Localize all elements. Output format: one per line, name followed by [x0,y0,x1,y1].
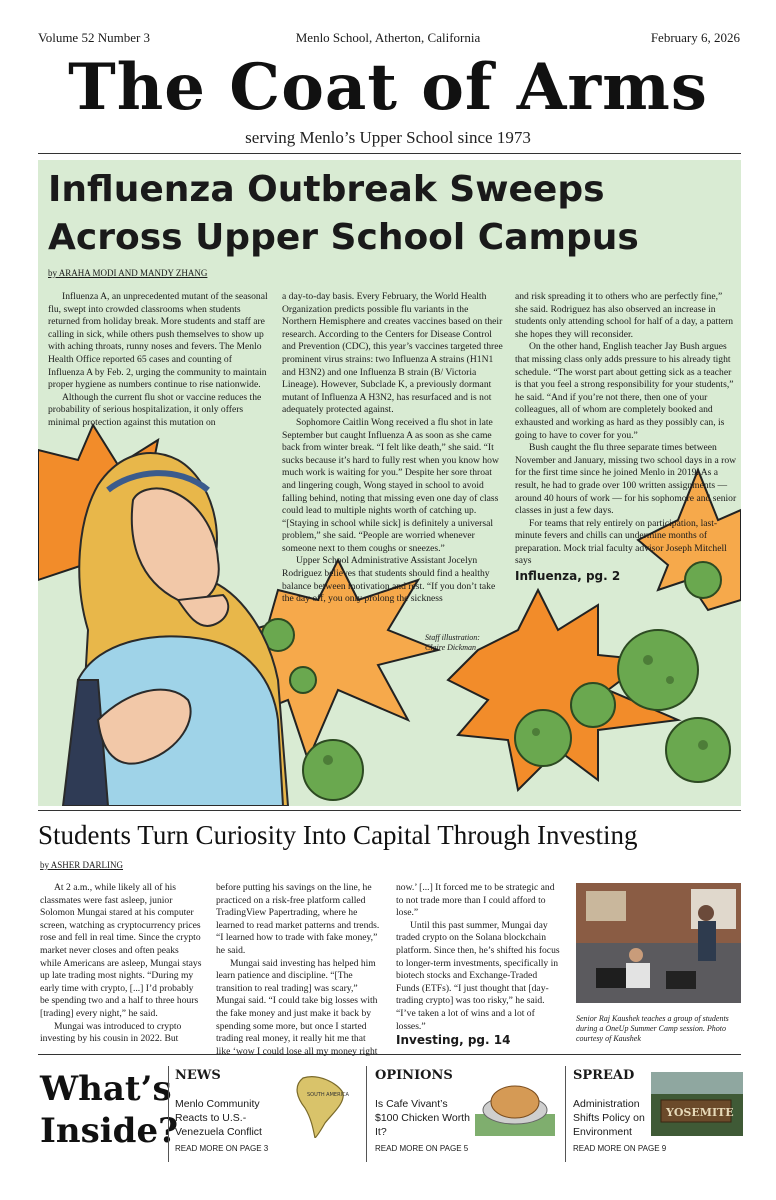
paragraph: before putting his savings on the line, he practiced on a risk-free platform called TradingView Papertrading, where he learned to read market patterns and trends. “I learned how to trade with fake money,” he said. [216,882,380,956]
paragraph: Although the current flu shot or vaccine reduces the probability of serious hospitalization, it only offers minimal protection against this mutation on [48,391,262,428]
classroom-photo [576,883,741,1003]
paragraph: a day-to-day basis. Every February, the World Health Organization predicts possible flu variants in the Northern Hemisphere and creates vaccines based on their research. According to the Centers for Disease Control and Prevention (CDC), this year’s vaccines targeted three prominent virus strains: two Influenza A strains (H1N1 and H3N2) and one Influenza B strain (B/ Victoria Lineage). However, Subclade K, a previously dormant mutant of Influenza A H3N2, has resurfaced and is not adequately protected against. [282,291,503,416]
investing-jump-link[interactable]: Investing, pg. 14 [396,1033,511,1047]
paragraph: Until this past summer, Mungai day traded crypto on the Solana blockchain platform. Since then, he’s shifted his focus to longer-term investments, specifically in biotech stocks and Exchange-Traded Funds (ETFs). “I just thought that [day-trading crypto] was too risky,” he said. “I’ve taken a lot of wins and a lot of losses.” [396,919,560,1032]
issue-date: February 6, 2026 [650,30,740,45]
inside-news[interactable] [175,1068,360,1160]
illustration-credit [425,633,480,653]
lead-column-3 [515,291,737,568]
lead-headline-line-1: Influenza Outbreak Sweeps [48,169,605,210]
whats-inside-title [40,1068,179,1152]
newspaper-title: The Coat of Arms [68,50,708,125]
map-label: SOUTH AMERICA [307,1092,349,1098]
section-divider [38,810,741,811]
investing-byline: by ASHER DARLING [40,860,124,870]
investing-column-1 [40,882,202,1046]
paragraph: At 2 a.m., while likely all of his classmates were fast asleep, junior Solomon Mungai stared at his computer screen, watching as cryptocurrency prices rose and fell in real time. Since the crypto market never closes and often peaks while Americans are asleep, Mungai stays up late trading most nights. “During my early time with crypto, [...] I’d probably be spending two and a half to three hours [trading] every night,” he said. [40,882,202,1019]
lead-headline-line-2: Across Upper School Campus [48,217,639,258]
opinions-teaser: Is Cafe Vivant’s $100 Chicken Worth It? [375,1098,470,1138]
investing-photo-caption: Senior Raj Kaushek teaches a group of students during a OneUp Summer Camp session. Photo courtesy of Kaushek [576,1014,729,1043]
paragraph: Upper School Administrative Assistant Jocelyn Rodriguez believes that students should find a healthy balance between motivation and rest. “If you don’t take the day off, you only prolong the sickness [282,555,496,605]
illustration-credit-label: Staff illustration: [425,633,480,642]
investing-column-2 [216,882,382,1058]
paragraph: On the other hand, English teacher Jay Bush argues that missing class only adds pressure to his already tight schedule. “The worst part about getting sick as a teacher is that you feel a strong responsibility for your students,” he said. “And if you’re not there, then one of your colleagues, all of whom are completely booked and exhausted and working as hard as they possibly can, is going to have to cover for you.” [515,341,734,441]
investing-headline: Students Turn Curiosity Into Capital Through Investing [38,820,638,850]
inside-spread[interactable] [573,1068,745,1160]
bottom-divider [38,1054,741,1055]
paragraph: Sophomore Caitlin Wong received a flu shot in late September but caught Influenza A as soon as she came back from winter break. “I felt like death,” she said. “It sucks because it’s hard to fully rest when you know how much work is waiting for you.” Despite her sore throat and lingering cough, Wong stayed in school to avoid falling behind, noting that missing even one day of class could lead to multiple nights worth of catching up. “[Staying in school while sick] is definitely a universal problem,” she said. “People are worried whenever someone next to them coughs or sneezes.” [282,416,499,554]
lead-column-1 [48,291,270,430]
paragraph: Bush caught the flu three separate times between November and January, missing two school days in a row for the first time since he joined Menlo in 2019. As a result, he had to grade over 100 written assignments — around 40 hours of work — for his sophomore and senior classes in just a few days. [515,442,737,517]
roast-chicken-icon [475,1072,555,1138]
column-rule [168,1066,169,1162]
lead-byline: by ARAHA MODI AND MANDY ZHANG [48,268,208,278]
paragraph: now.’ [...] It forced me to be strategic and to not trade more than I could afford to lose.” [396,882,555,919]
spread-read-more[interactable]: READ MORE ON PAGE 9 [573,1144,667,1153]
column-rule [366,1066,367,1162]
school-location: Menlo School, Atherton, California [295,30,481,45]
paragraph: Mungai was introduced to crypto investing by his cousin in 2022. But [40,1020,182,1045]
investing-column-3 [396,882,562,1033]
masthead-divider [38,153,741,154]
opinions-heading: OPINIONS [375,1068,453,1083]
news-teaser: Menlo Community Reacts to U.S.- Venezuela Conflict [175,1098,262,1138]
paragraph: Mungai said investing has helped him learn patience and discipline. “[The transition to real trading] was scary,” Mungai said. “I could take big losses with the fake money and just make it back by spending some more, but once I started trading real money, it really hit me that like ‘wow I could lose all my money right [216,957,378,1057]
investing-photo [576,883,741,1003]
whats-inside-line-2: Inside? [40,1111,179,1151]
inside-opinions[interactable] [375,1068,560,1160]
news-read-more[interactable]: READ MORE ON PAGE 3 [175,1144,269,1153]
yosemite-sign-photo [651,1072,743,1136]
paragraph: and risk spreading it to others who are perfectly fine,” she said. Rodriguez has also observed an increase in students only attending school for half of a day, a pattern she hopes they will reconsider. [515,291,734,340]
sign-text: YOSEMITE [666,1106,734,1119]
column-rule [565,1066,566,1162]
south-america-map-icon [283,1068,355,1138]
lead-jump-link[interactable]: Influenza, pg. 2 [515,569,621,583]
paragraph: For teams that rely entirely on participation, last-minute fevers and chills can undermine months of preparation. Mock trial faculty advisor Joseph Mitchell says [515,517,727,567]
illustration-credit-name: Claire Dickman [425,643,477,652]
lead-column-2 [282,291,504,606]
coughing-girl [63,453,288,806]
spread-heading: SPREAD [573,1068,635,1083]
lead-headline [48,166,738,262]
whats-inside-line-1: What’s [40,1069,172,1109]
opinions-read-more[interactable]: READ MORE ON PAGE 5 [375,1144,469,1153]
tagline: serving Menlo’s Upper School since 1973 [245,128,531,147]
issue-volume: Volume 52 Number 3 [38,30,151,45]
spread-teaser: Administration Shifts Policy on Environment [573,1098,645,1138]
paragraph: Influenza A, an unprecedented mutant of the seasonal flu, swept into crowded classrooms when students returned from holiday break. More students and staff are calling in sick, while others push themselves to show up with aching throats, runny noses and fevers. The Menlo Health Office reported 65 cases and counting of Influenza A by Feb. 2, urging the community to maintain proper hygiene as numbers continue to rise nationwide. [48,291,268,391]
news-heading: NEWS [175,1068,221,1083]
